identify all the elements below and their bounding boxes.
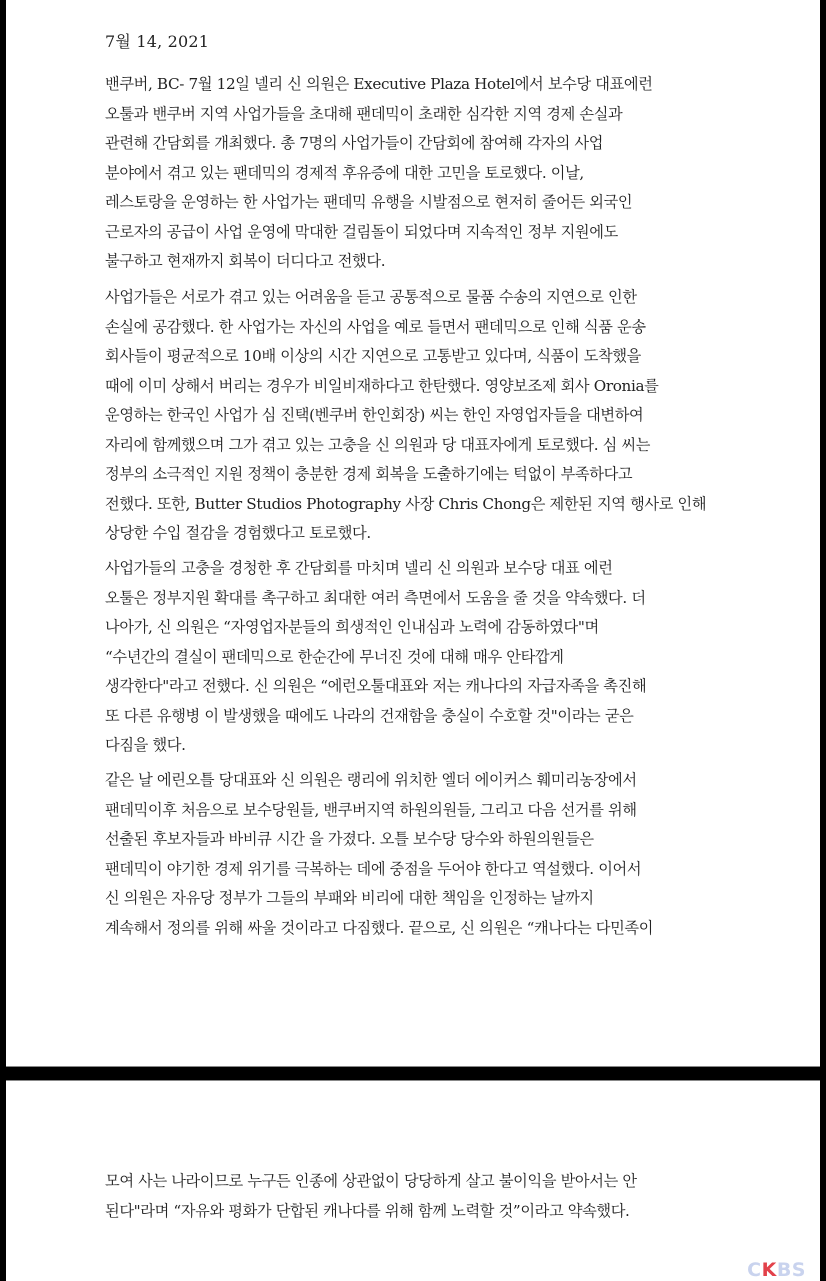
text-line: 불구하고 현재까지 회복이 더디다고 전했다. xyxy=(105,252,386,270)
text-line: 밴쿠버, BC- 7월 12일 넬리 신 의원은 Executive Plaza Hotel에서 보수당 대표에런 xyxy=(105,75,653,93)
text-line: 자리에 함께했으며 그가 겪고 있는 고충을 신 의원과 당 대표자에게 토로했다. 심 씨는 xyxy=(105,435,651,454)
text-line: 때에 이미 상해서 버리는 경우가 비일비재하다고 한탄했다. 영양보조제 회사 Oronia를 xyxy=(105,376,659,395)
text-line: 분야에서 겪고 있는 팬데믹의 경제적 후유증에 대한 고민을 토로했다. 이날, xyxy=(105,163,584,182)
document-page-2 xyxy=(6,1080,820,1281)
ckbs-watermark-logo xyxy=(745,1259,808,1281)
text-line: 팬데믹이 야기한 경제 위기를 극복하는 데에 중점을 두어야 한다고 역설했다. 이어서 xyxy=(105,859,642,878)
text-line: 정부의 소극적인 지원 정책이 충분한 경제 회복을 도출하기에는 턱없이 부족하다고 xyxy=(105,465,633,483)
text-line: 팬데믹이후 처음으로 보수당원들, 밴쿠버지역 하원의원들, 그리고 다음 선거를 위해 xyxy=(105,800,637,819)
text-line: 레스토랑을 운영하는 한 사업가는 팬데믹 유행을 시발점으로 현저히 줄어든 외국인 xyxy=(105,193,633,211)
text-line: 생각한다"라고 전했다. 신 의원은 “에런오툴대표와 저는 캐나다의 자급자족을 촉진해 xyxy=(105,677,647,695)
text-line: 상당한 수입 절감을 경험했다고 토로했다. xyxy=(105,524,371,542)
watermark-letter-c: C xyxy=(747,1259,762,1281)
text-line: 운영하는 한국인 사업가 심 진택(벤쿠버 한인회장) 씨는 한인 자영업자들을 대변하여 xyxy=(105,406,644,424)
paragraph-3 xyxy=(105,554,745,761)
text-line: 나아가, 신 의원은 “자영업자분들의 희생적인 인내심과 노력에 감동하였다"며 xyxy=(105,618,599,636)
paragraph-1 xyxy=(105,70,745,277)
text-line: 오툴은 정부지원 확대를 촉구하고 최대한 여러 측면에서 도움을 줄 것을 약속했다. 더 xyxy=(105,588,646,607)
text-line: “수년간의 결실이 팬데믹으로 한순간에 무너진 것에 대해 매우 안타깝게 xyxy=(105,647,564,666)
text-line: 회사들이 평균적으로 10배 이상의 시간 지연으로 고통받고 있다며, 식품이 도착했을 xyxy=(105,347,641,365)
text-line: 계속해서 정의를 위해 싸울 것이라고 다짐했다. 끝으로, 신 의원은 “캐나다는 다민족이 xyxy=(105,918,654,937)
paragraph-2 xyxy=(105,283,745,549)
watermark-letters-bs: BS xyxy=(776,1259,806,1281)
text-line: 된다"라며 “자유와 평화가 단합된 캐나다를 위해 함께 노력할 것”이라고 약속했다. xyxy=(105,1201,630,1220)
text-line: 또 다른 유행병 이 발생했을 때에도 나라의 건재함을 충실이 수호할 것"이라는 굳은 xyxy=(105,706,634,725)
text-line: 선출된 후보자들과 바비큐 시간 을 가졌다. 오틀 보수당 당수와 하원의원들은 xyxy=(105,830,594,848)
document-date: 7월 14, 2021 xyxy=(105,32,210,51)
text-line: 모여 사는 나라이므로 누구든 인종에 상관없이 당당하게 살고 불이익을 받아서는 안 xyxy=(105,1172,637,1190)
text-line: 다짐을 했다. xyxy=(105,736,186,754)
watermark-letter-k: K xyxy=(761,1259,777,1281)
text-line: 신 의원은 자유당 정부가 그들의 부패와 비리에 대한 책임을 인정하는 날까지 xyxy=(105,889,594,907)
text-line: 오툴과 밴쿠버 지역 사업가들을 초대해 팬데믹이 초래한 심각한 지역 경제 손실과 xyxy=(105,104,623,123)
document-page-1 xyxy=(6,0,820,1067)
text-line: 근로자의 공급이 사업 운영에 막대한 걸림돌이 되었다며 지속적인 정부 지원에도 xyxy=(105,222,618,241)
paragraph-4 xyxy=(105,766,745,943)
text-line: 사업가들의 고충을 경청한 후 간담회를 마치며 넬리 신 의원과 보수당 대표 에런 xyxy=(105,559,613,577)
text-line: 사업가들은 서로가 겪고 있는 어려움을 듣고 공통적으로 물품 수송의 지연으로 인한 xyxy=(105,288,637,306)
paragraph-5 xyxy=(105,1167,745,1226)
text-line: 관련해 간담회를 개최했다. 총 7명의 사업가들이 간담회에 참여해 각자의 사업 xyxy=(105,134,604,152)
text-line: 같은 날 에린오틀 당대표와 신 의원은 랭리에 위치한 엘더 에이커스 훼미리농장에서 xyxy=(105,771,637,789)
text-line: 손실에 공감했다. 한 사업가는 자신의 사업을 예로 들면서 팬데믹으로 인해 식품 운송 xyxy=(105,317,646,336)
text-line: 전했다. 또한, Butter Studios Photography 사장 Chris Chong은 제한된 지역 행사로 인해 xyxy=(105,494,707,513)
